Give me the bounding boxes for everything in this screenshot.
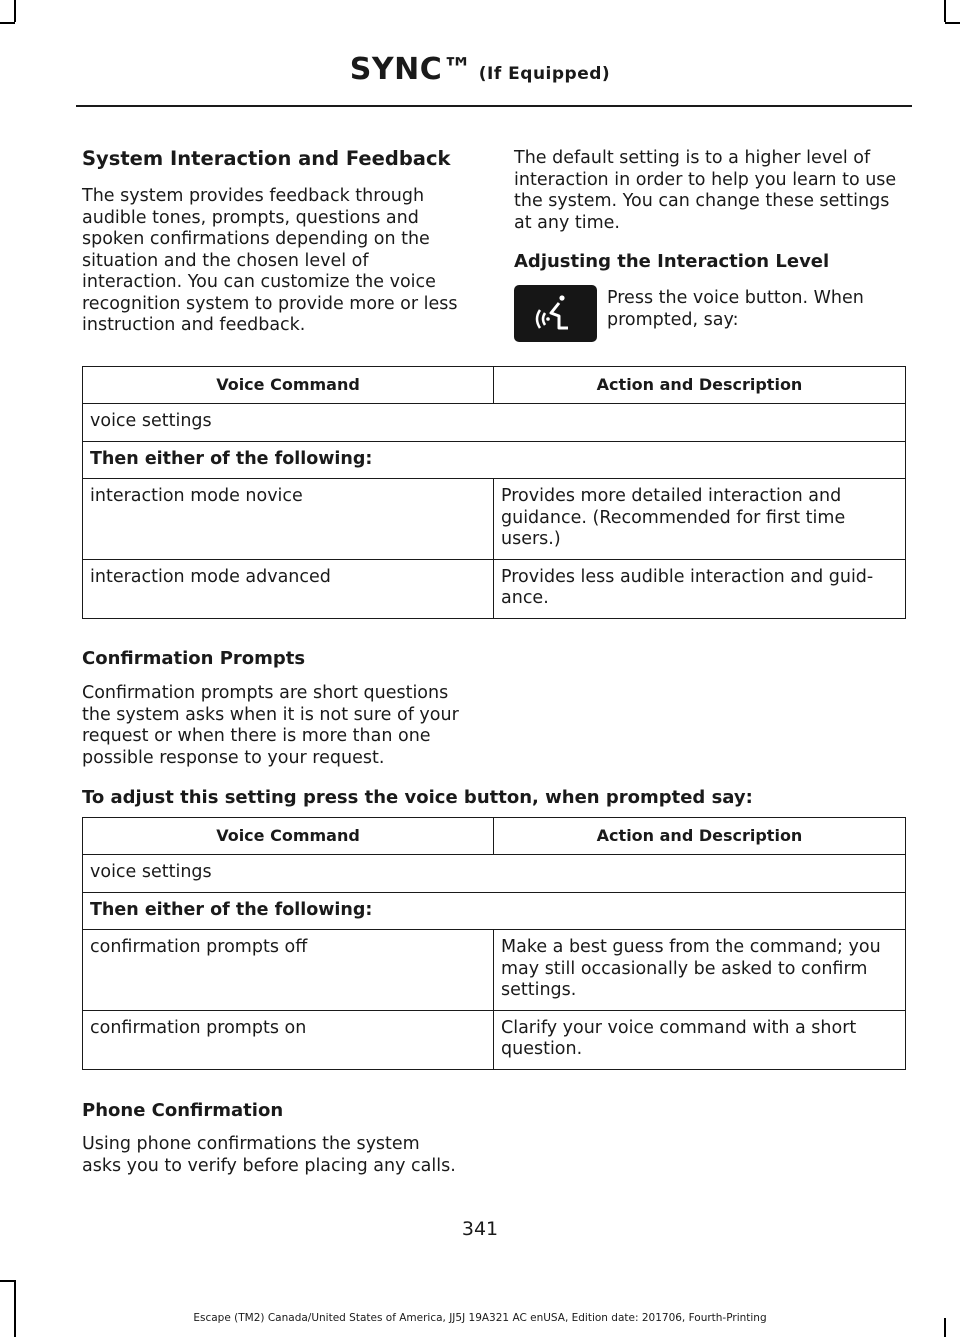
text-line: request or when there is more than one: [82, 726, 431, 746]
description-cell: [494, 1010, 906, 1069]
voice-button-icon: [514, 285, 597, 342]
table-row: [83, 559, 906, 618]
text-line: at any time.: [514, 212, 620, 233]
text-line: Make a best guess from the command; you: [501, 937, 881, 957]
table-row: [83, 1010, 906, 1069]
text-line: Confirmation prompts are short questions: [82, 683, 449, 703]
crop-mark: [0, 22, 15, 24]
command-voice-settings: voice settings: [83, 855, 906, 893]
either-following-label: Then either of the following:: [83, 892, 906, 930]
command-cell: interaction mode novice: [83, 479, 494, 560]
text-line: ance.: [501, 588, 549, 608]
crop-mark: [945, 22, 960, 24]
table-row: [83, 479, 906, 560]
text-line: instruction and feedback.: [82, 315, 306, 335]
column-header-voice-command: Voice Command: [83, 818, 494, 855]
header-title: SYNC™: [349, 52, 473, 87]
instruction-adjust-setting: To adjust this setting press the voice button, when prompted say:: [82, 787, 753, 808]
text-line: Using phone confirmations the system: [82, 1134, 420, 1154]
description-cell: [494, 559, 906, 618]
section2-body: [82, 683, 459, 769]
table-row: [83, 892, 906, 930]
text-line: settings.: [501, 980, 577, 1000]
description-cell: [494, 930, 906, 1011]
table-row: [83, 404, 906, 442]
column-header-action: Action and Description: [494, 818, 906, 855]
page-header: [0, 52, 960, 87]
voice-command-table-interaction: [82, 366, 906, 619]
text-line: situation and the chosen level of: [82, 250, 369, 271]
text-line: interaction in order to help you learn to use: [514, 169, 897, 190]
page-number: 341: [461, 1218, 499, 1240]
text-line: audible tones, prompts, questions and: [82, 207, 419, 228]
command-voice-settings: voice settings: [83, 404, 906, 442]
text-line: guidance. (Recommended for first time: [501, 507, 846, 528]
text-line: recognition system to provide more or less: [82, 293, 458, 314]
footer-edition-info: Escape (TM2) Canada/United States of America, JJ5J 19A321 AC enUSA, Edition date: 201706, Fourth-Printing: [193, 1312, 767, 1324]
text-line: users.): [501, 529, 561, 549]
text-line: may still occasionally be asked to confirm: [501, 958, 868, 979]
text-line: The default setting is to a higher level of: [514, 148, 871, 168]
subheading-adjusting-interaction: Adjusting the Interaction Level: [514, 251, 830, 272]
section-heading-confirmation-prompts: Confirmation Prompts: [82, 648, 306, 669]
voice-command-table-confirmation: [82, 817, 906, 1070]
header-divider: [76, 105, 912, 107]
text-line: Clarify your voice command with a short: [501, 1017, 857, 1038]
description-cell: [494, 479, 906, 560]
text-line: Provides more detailed interaction and: [501, 486, 842, 506]
crop-mark: [14, 1280, 16, 1337]
section-heading-phone-confirmation: Phone Confirmation: [82, 1100, 284, 1121]
text-line: spoken confirmations depending on the: [82, 229, 430, 249]
command-cell: confirmation prompts off: [83, 930, 494, 1011]
header-subtitle: (If Equipped): [478, 64, 611, 84]
crop-mark: [0, 1280, 15, 1282]
section-heading-system-interaction: System Interaction and Feedback: [82, 147, 451, 170]
text-line: asks you to verify before placing any calls.: [82, 1155, 456, 1176]
crop-mark: [944, 0, 946, 22]
text-line: the system. You can change these settings: [514, 191, 890, 211]
section1-body: [82, 186, 458, 337]
crop-mark: [14, 0, 16, 22]
text-line: the system asks when it is not sure of your: [82, 704, 459, 725]
command-cell: interaction mode advanced: [83, 559, 494, 618]
text-line: interaction. You can customize the voice: [82, 272, 436, 292]
column-header-voice-command: Voice Command: [83, 367, 494, 404]
table-row: [83, 930, 906, 1011]
text-line: Provides less audible interaction and guid-: [501, 566, 874, 587]
table-header-row: [83, 367, 906, 404]
text-line: The system provides feedback through: [82, 186, 425, 206]
text-line: Press the voice button. When: [607, 288, 864, 308]
right-column-body: [514, 148, 896, 234]
table-row: [83, 855, 906, 893]
text-line: possible response to your request.: [82, 747, 385, 768]
voice-instruction: [607, 288, 864, 331]
section3-body: [82, 1134, 456, 1177]
text-line: prompted, say:: [607, 309, 739, 330]
text-line: question.: [501, 1039, 583, 1059]
either-following-label: Then either of the following:: [83, 441, 906, 479]
table-row: [83, 441, 906, 479]
table-header-row: [83, 818, 906, 855]
column-header-action: Action and Description: [494, 367, 906, 404]
command-cell: confirmation prompts on: [83, 1010, 494, 1069]
